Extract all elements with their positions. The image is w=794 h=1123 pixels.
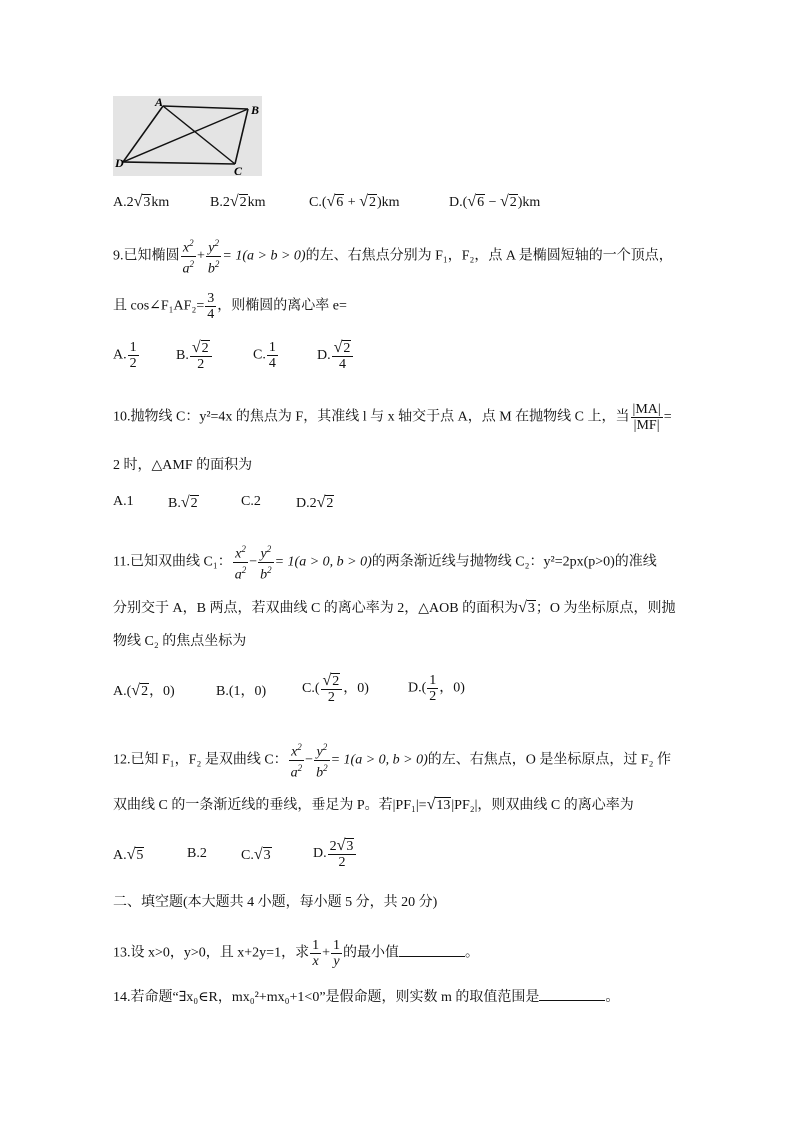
- answer-blank: [399, 944, 465, 957]
- q11-option-d: D.( $\frac{1}{2}$ ，0): [408, 673, 465, 704]
- label-b: B: [251, 103, 260, 117]
- q10-option-c: C.2: [241, 494, 261, 509]
- q14-stem: 14.若命题“∃x₀∈R，mx₀²+mx₀+1<0”是假命题，则实数 m 的取值范围是 。: [113, 990, 620, 1005]
- q10-stem: 10.抛物线 C：y²=4x 的焦点为 F，其准线 l 与 x 轴交于点 A，点 M 在抛物线 C 上，当 $\frac{|MA|}{|MF|}$ =: [113, 402, 672, 433]
- q9-stem: 9.已知椭圆 $\frac{x^2}{a^2}$ + $\frac{y^2}{b^2}$ = 1(a > b > 0)的左、右焦点分别为 F₁，F₂，点 A 是椭圆短轴的一个顶点，: [113, 238, 673, 277]
- label-a: A: [155, 96, 164, 109]
- quadrilateral-diagram: [113, 96, 262, 176]
- q9-option-d: D. $\frac{√2}{4}$: [317, 340, 354, 372]
- q11-option-c: C.( $\frac{√2}{2}$ ，0): [302, 672, 369, 705]
- q11-stem-line3: 物线 C₂ 的焦点坐标为: [113, 634, 247, 649]
- q9-option-a: A. $\frac{1}{2}$: [113, 340, 137, 371]
- q12-stem: 12.已知 F₁，F₂ 是双曲线 C： $\frac{x^2}{a^2}$ − $\frac{y^2}{b^2}$ = 1(a > 0, b > 0)的左、右焦点，O 是坐标原点，过 F₂ 作: [113, 742, 672, 781]
- q8-option-d: D.(√6 − √2)km: [449, 193, 541, 210]
- q11-option-b: B.(1，0): [216, 684, 267, 699]
- q10-option-d: D.2√2: [296, 494, 334, 511]
- q12-option-c: C.√3: [241, 846, 271, 863]
- q11-stem-line2: 分别交于 A，B 两点，若双曲线 C 的离心率为 2，△AOB 的面积为√3；O 为坐标原点，则抛: [113, 599, 676, 616]
- label-c: C: [234, 164, 243, 176]
- label-d: D: [115, 156, 124, 170]
- q9-option-c: C. $\frac{1}{4}$: [253, 340, 276, 371]
- q13-stem: 13.设 x>0，y>0，且 x+2y=1，求 $\frac{1}{x}$ + $\frac{1}{y}$ 的最小值 。: [113, 938, 479, 969]
- answer-blank: [539, 988, 605, 1001]
- q8-option-c: C.(√6 + √2)km: [309, 193, 400, 210]
- q11-option-a: A.(√2，0): [113, 682, 175, 699]
- q8-option-b: B.2√2km: [210, 193, 266, 210]
- q12-option-a: A.√5: [113, 846, 144, 863]
- q10-option-b: B.√2: [168, 494, 198, 511]
- q12-option-b: B.2: [187, 846, 207, 861]
- section-heading: 二、填空题(本大题共 4 小题，每小题 5 分，共 20 分): [113, 895, 438, 910]
- geometry-figure: [113, 96, 262, 176]
- q9-stem-line2: 且 cos∠F₁AF₂= $\frac{3}{4}$ ，则椭圆的离心率 e=: [113, 291, 347, 322]
- q12-stem-line2: 双曲线 C 的一条渐近线的垂线，垂足为 P。若|PF₁|=√13|PF₂|，则双曲线 C 的离心率为: [113, 796, 634, 813]
- q9-option-b: B. $\frac{√2}{2}$: [176, 340, 213, 372]
- q8-option-a: A.2√3km: [113, 193, 170, 210]
- q12-option-d: D. $\frac{2√3}{2}$: [313, 838, 357, 870]
- q10-option-a: A.1: [113, 494, 134, 509]
- q11-stem: 11.已知双曲线 C₁： $\frac{x^2}{a^2}$ − $\frac{y^2}{b^2}$ = 1(a > 0, b > 0)的两条渐近线与抛物线 C₂：y²=2px(p>0)的准线: [113, 544, 657, 583]
- q10-stem-line2: 2 时，△AMF 的面积为: [113, 458, 253, 473]
